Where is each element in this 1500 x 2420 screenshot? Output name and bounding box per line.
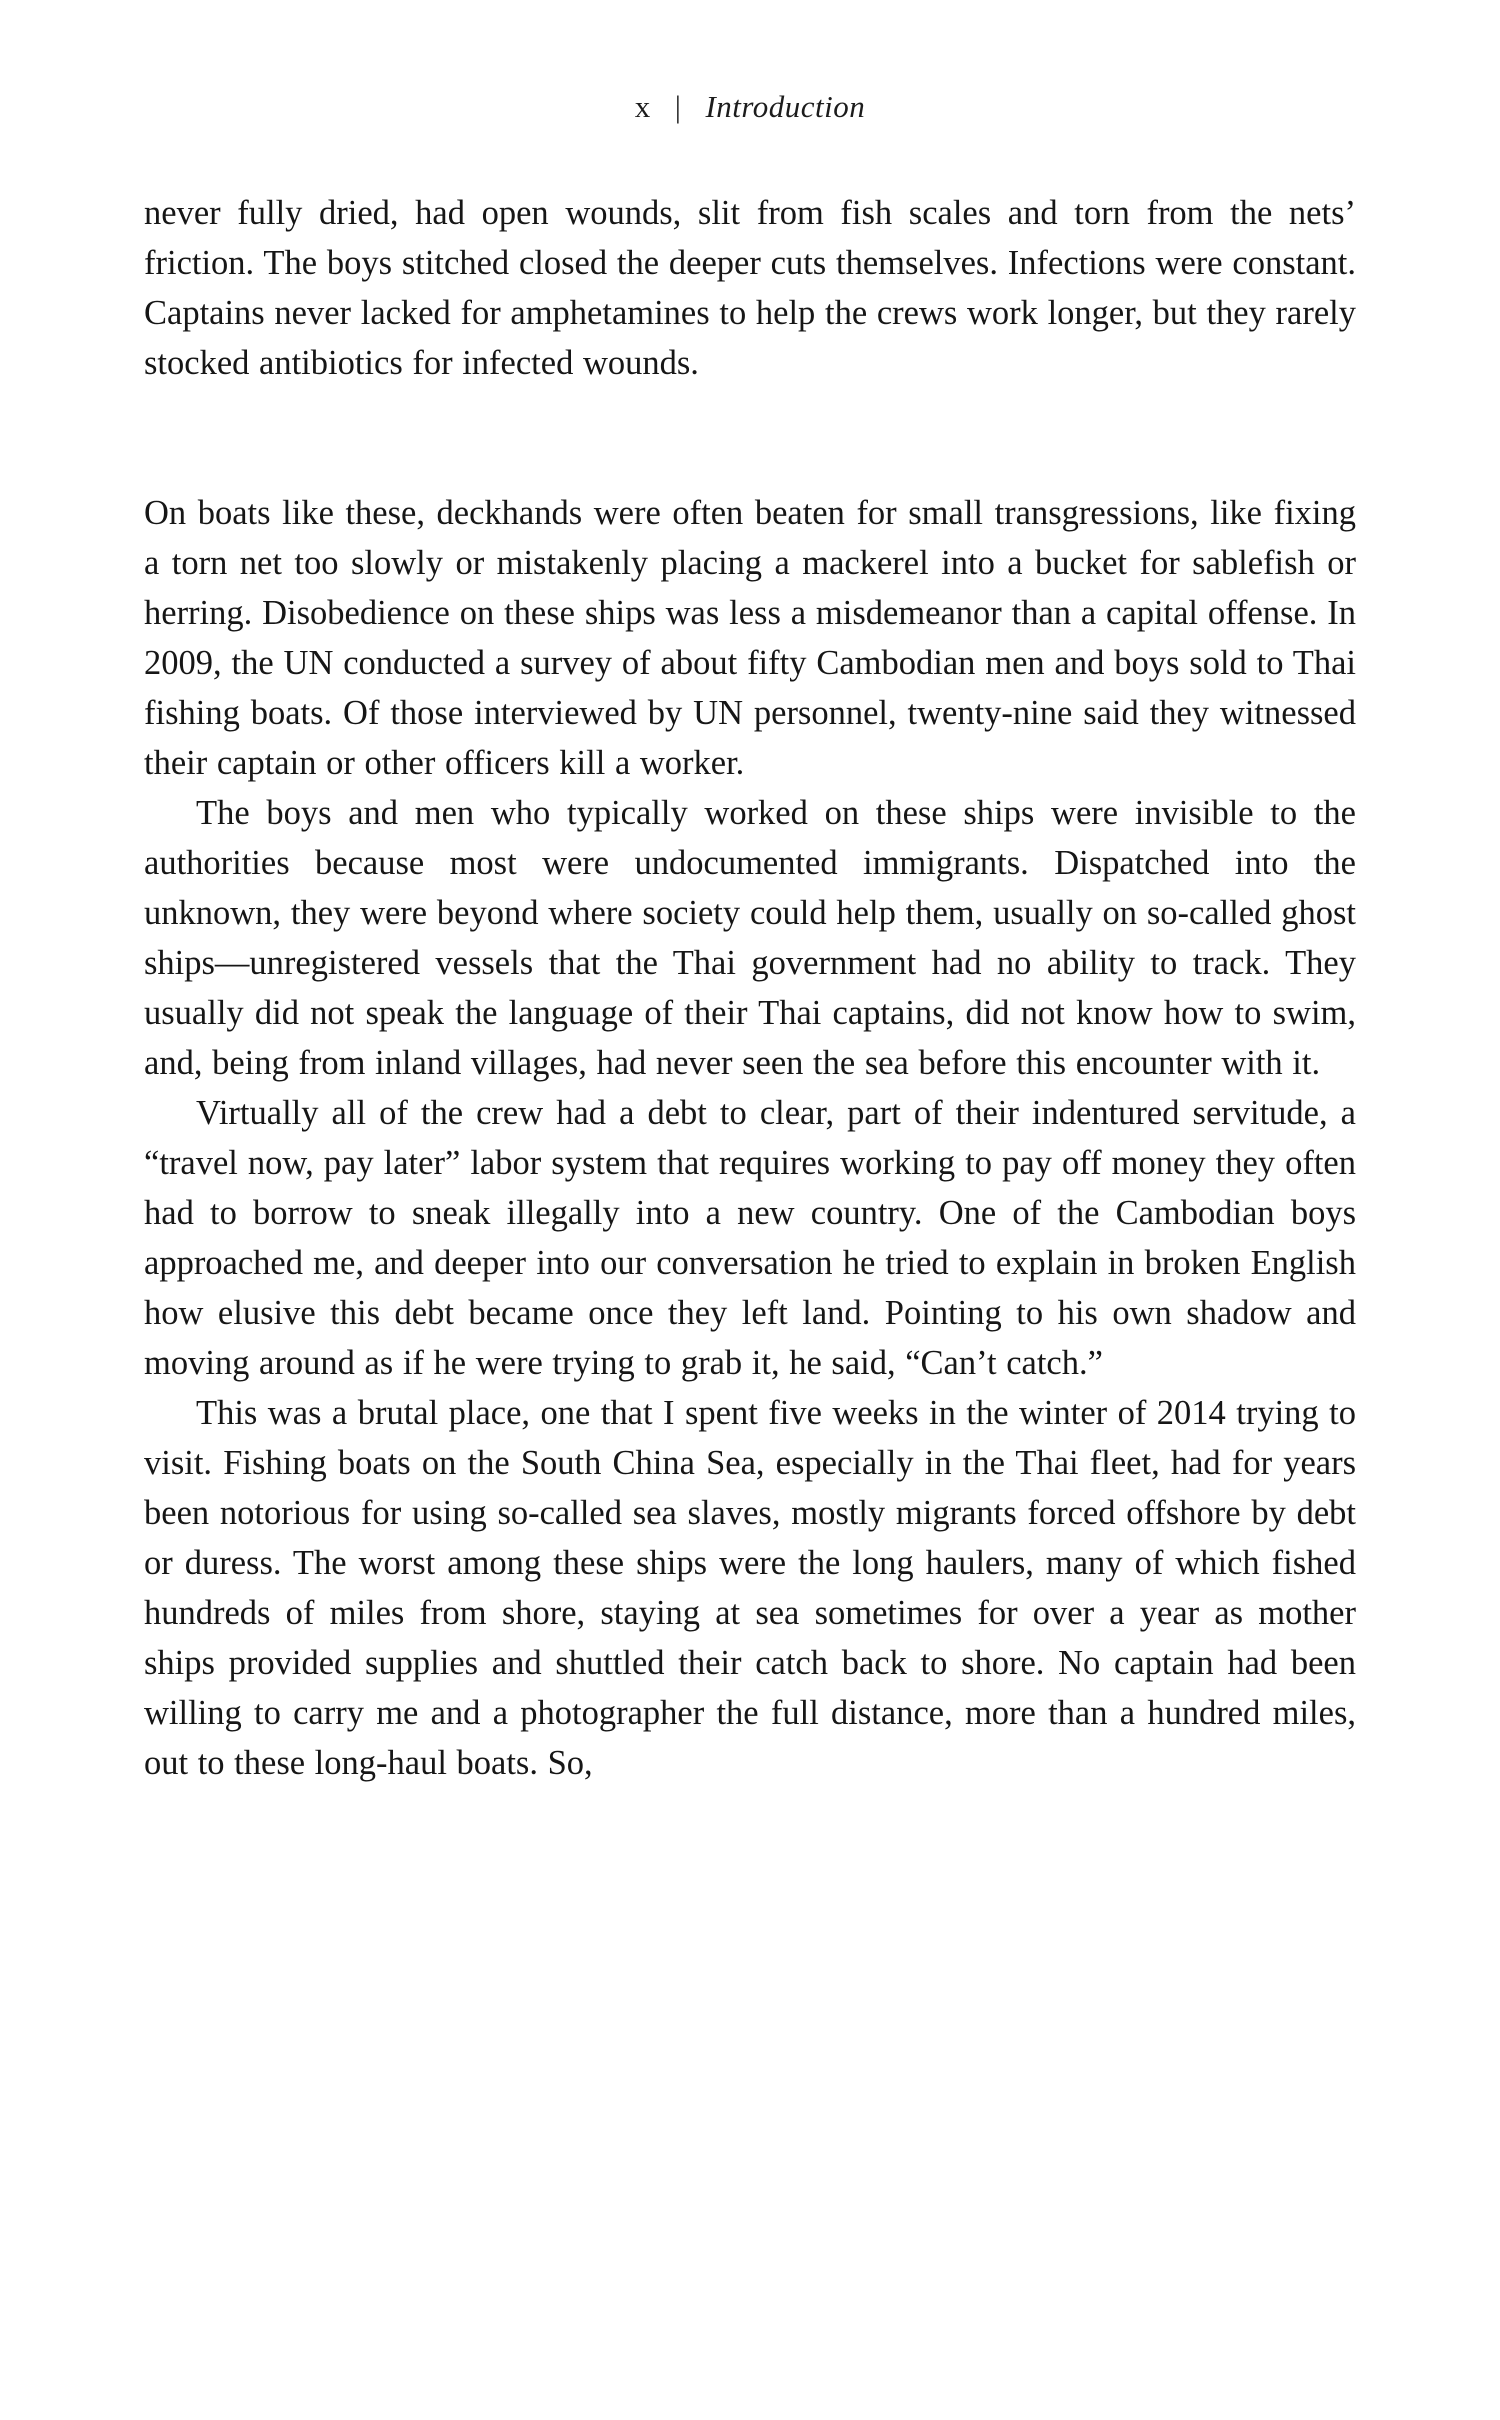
body-text	[144, 188, 1356, 1788]
header-separator: |	[674, 89, 682, 124]
paragraph: Virtually all of the crew had a debt to clear, part of their indentured servitude, a “travel now, pay later” labor system that requires working to pay off money they often had to borrow to sneak illegally into a new country. One of the Cambodian boys approached me, and deeper into our conversation he tried to explain in broken English how elusive this debt became once they left land. Pointing to his own shadow and moving around as if he were trying to grab it, he said, “Can’t catch.”	[144, 1094, 1356, 1382]
paragraph: This was a brutal place, one that I spent five weeks in the winter of 2014 trying to visit. Fishing boats on the South China Sea, especially in the Thai fleet, had for years been notorious for using so-called sea slaves, mostly migrants forced offshore by debt or duress. The worst among these ships were the long haulers, many of which fished hundreds of miles from shore, staying at sea sometimes for over a year as mother ships provided supplies and shuttled their catch back to shore. No captain had been willing to carry me and a photographer the full distance, more than a hundred miles, out to these long-haul boats. So,	[144, 1394, 1356, 1782]
paragraph: On boats like these, deckhands were often beaten for small transgressions, like fixing a torn net too slowly or mistakenly placing a mackerel into a bucket for sablefish or herring. Disobedience on these ships was less a misdemeanor than a capital offense. In 2009, the UN conducted a survey of about fifty Cambodian men and boys sold to Thai fishing boats. Of those interviewed by UN personnel, twenty-nine said they witnessed their captain or other officers kill a worker.	[144, 494, 1356, 782]
running-head	[144, 88, 1356, 126]
paragraph: never fully dried, had open wounds, slit from fish scales and torn from the nets’ friction. The boys stitched closed the deeper cuts themselves. Infections were constant. Captains never lacked for amphetamines to help the crews work longer, but they rarely stocked antibiotics for infected wounds.	[144, 194, 1356, 382]
page-number: x	[634, 89, 651, 124]
paragraph: The boys and men who typically worked on these ships were invisible to the authorities because most were undocumented immigrants. Dispatched into the unknown, they were beyond where society could help them, usually on so-called ghost ships—unregistered vessels that the Thai government had no ability to track. They usually did not speak the language of their Thai captains, did not know how to swim, and, being from inland villages, had never seen the sea before this encounter with it.	[144, 794, 1356, 1082]
chapter-title: Introduction	[705, 89, 866, 124]
